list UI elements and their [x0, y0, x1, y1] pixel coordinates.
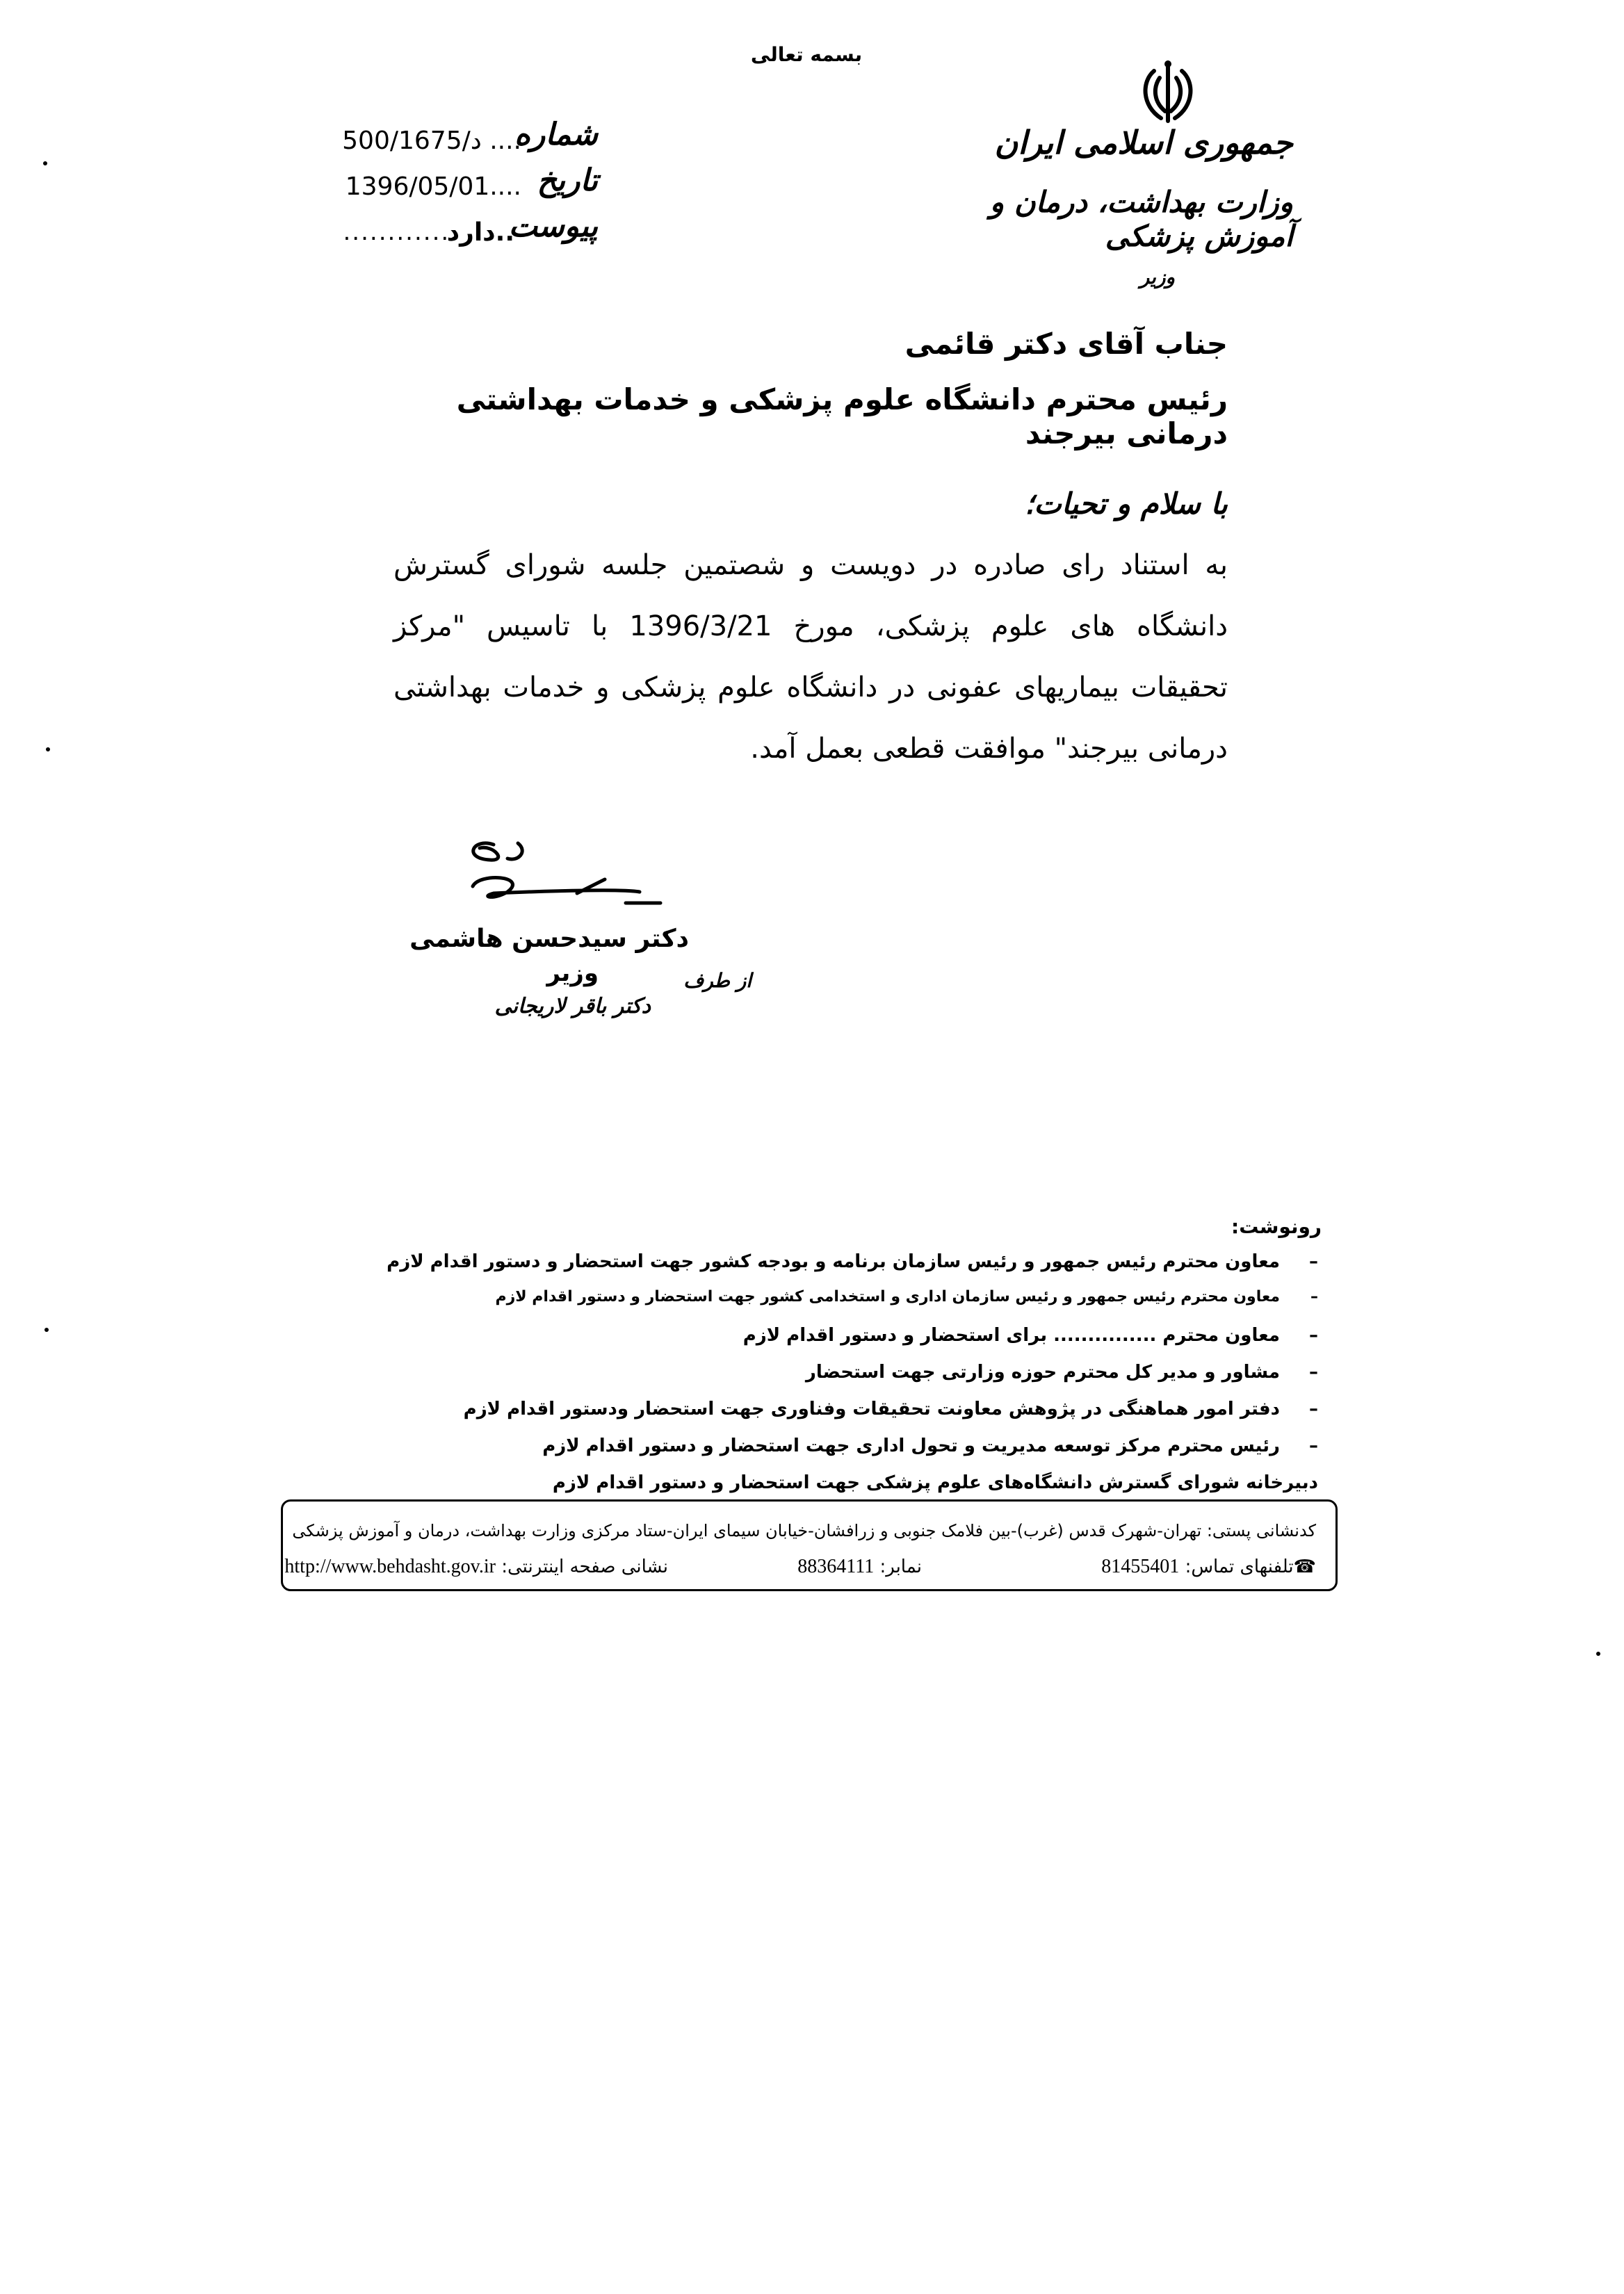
- website-url: http://www.behdasht.gov.ir: [284, 1556, 496, 1577]
- reference-date-value: 1396/05/01....: [345, 172, 521, 201]
- country-name: جمهوری اسلامی ایران: [994, 124, 1293, 161]
- addressee-title: رئیس محترم دانشگاه علوم پزشکی و خدمات بهداشتی درمانی بیرجند: [456, 382, 1228, 450]
- reference-number-row: [342, 117, 598, 163]
- footer-contact-box: [281, 1499, 1338, 1591]
- reference-attachment-value: ..دارد: [446, 218, 514, 247]
- cc-item-last: دبیرخانه شورای گسترش دانشگاه‌های علوم پزشکی جهت استحضار و دستور اقدام لازم: [552, 1472, 1318, 1493]
- cc-item: – رئیس محترم مرکز توسعه مدیریت و تحول اداری جهت استحضار و دستور اقدام لازم: [542, 1435, 1318, 1456]
- deputy-name: دکتر باقر لاریجانی: [494, 994, 651, 1018]
- reference-attachment-label: پیوست: [508, 209, 598, 244]
- letter-body: [393, 487, 1228, 779]
- fax-value: 88364111: [797, 1556, 875, 1577]
- basmala: بسمه تعالی: [750, 43, 863, 66]
- reference-date-row: [345, 163, 598, 209]
- cc-list: [345, 1251, 1318, 1472]
- cc-item: – مشاور و مدیر کل محترم حوزه وزارتی جهت استحضار: [805, 1362, 1318, 1383]
- cc-item: – معاون محترم رئیس جمهور و رئیس سازمان اداری و استخدامی کشور جهت استحضار و دستور اقدام لازم: [495, 1288, 1318, 1305]
- reference-date-label: تاریخ: [537, 163, 598, 198]
- cc-item: – دفتر امور هماهنگی در پژوهش معاونت تحقیقات وفناوری جهت استحضار ودستور اقدام لازم: [463, 1399, 1318, 1419]
- addressee: [393, 327, 1228, 450]
- ministry-name: وزارت بهداشت، درمان و آموزش پزشکی: [989, 185, 1293, 253]
- addressee-name: جناب آقای دکتر قائمی: [904, 327, 1228, 361]
- letterhead: [973, 124, 1293, 288]
- phone-label: ☎تلفنهای تماس:: [1185, 1556, 1316, 1577]
- scan-artifact-dot: [1596, 1652, 1600, 1656]
- greeting: با سلام و تحیات؛: [1024, 487, 1228, 521]
- footer-phone: [1101, 1556, 1316, 1578]
- minister-label: وزیر: [1139, 266, 1175, 288]
- reference-block: [342, 117, 598, 254]
- footer-website: [284, 1556, 668, 1578]
- reference-number-label: شماره: [514, 117, 598, 152]
- scan-artifact-dot: [43, 161, 47, 165]
- scan-artifact-dot: [44, 1328, 49, 1332]
- signatory-title: وزیر: [546, 959, 599, 987]
- reference-attachment-dots: .............: [343, 218, 459, 246]
- signature-scribble: [452, 831, 681, 921]
- iran-emblem-icon: [1133, 57, 1203, 127]
- fax-label: نمابر:: [879, 1556, 922, 1577]
- phone-value: 81455401: [1101, 1556, 1180, 1577]
- website-label: نشانی صفحه اینترنتی:: [501, 1556, 668, 1577]
- scan-artifact-dot: [46, 747, 50, 751]
- signatory-name: دکتر سیدحسن هاشمی: [409, 925, 689, 953]
- cc-item: – معاون محترم رئیس جمهور و رئیس سازمان برنامه و بودجه کشور جهت استحضار و دستور اقدام لازم: [387, 1251, 1318, 1272]
- body-paragraph: به استناد رای صادره در دویست و شصتمین جلسه شورای گسترش دانشگاه های علوم پزشکی، مورخ 1396/3/21 با تاسیس "مرکز تحقیقات بیماریهای عفونی در دانشگاه علوم پزشکی و خدمات بهداشتی درمانی بیرجند" موافقت قطعی بعمل آمد.: [393, 549, 1228, 765]
- cc-item: – معاون محترم ............... برای استحضار و دستور اقدام لازم: [742, 1325, 1318, 1346]
- reference-number-value: د/500/1675 ....: [342, 127, 521, 155]
- footer-fax: [797, 1556, 922, 1578]
- footer-address: کدنشانی پستی: تهران-شهرک قدس (غرب)-بین فلامک جنوبی و زرافشان-خیابان سیمای ایران-ستاد مرکزی وزارت بهداشت، درمان و آموزش پزشکی: [292, 1521, 1316, 1540]
- on-behalf-label: از طرف: [683, 969, 752, 992]
- reference-attachment-row: [343, 209, 598, 254]
- cc-title: رونوشت:: [1231, 1215, 1322, 1238]
